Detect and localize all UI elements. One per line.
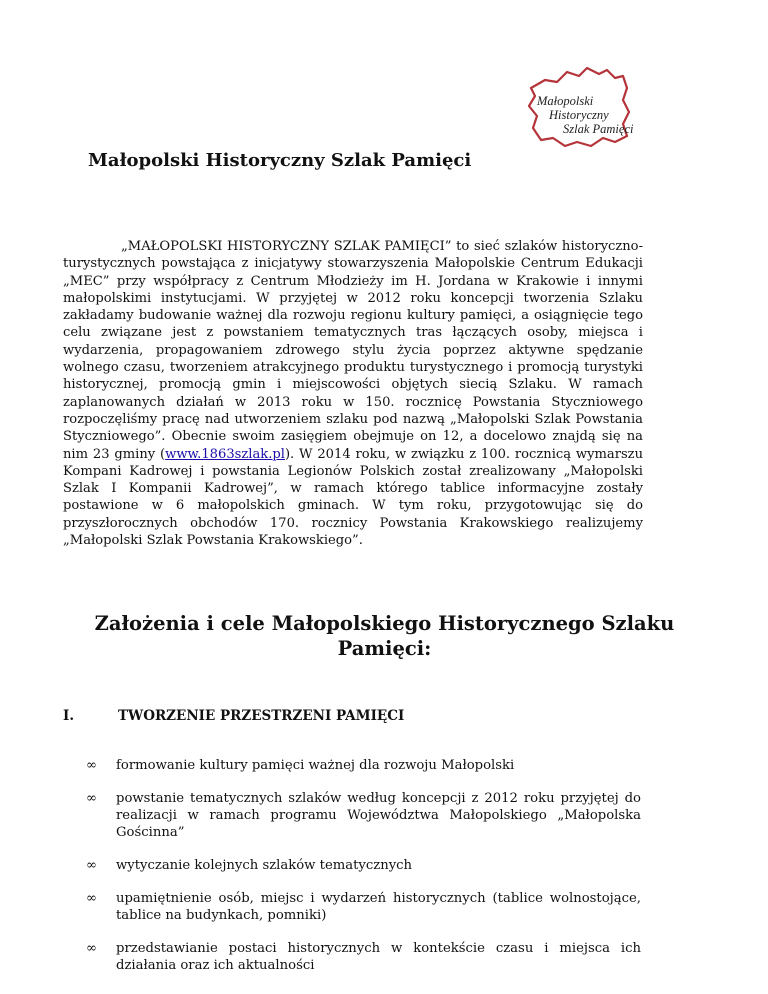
page-title: Małopolski Historyczny Szlak Pamięci: [88, 150, 472, 171]
list-item: [86, 757, 641, 774]
list-item-text: wytyczanie kolejnych szlaków tematycznych: [116, 858, 413, 873]
szlak-link[interactable]: www.1863szlak.pl: [165, 446, 285, 462]
list-item: [86, 857, 641, 874]
infinity-bullet-icon: ∞: [86, 758, 97, 773]
intro-text-2: ). W 2014 roku, w związku z 100. rocznicą wymarszu Kompani Kadrowej i powstania Legionów Polskich został zrealizowany „Małopolski Szlak I Kompanii Kadrowej”, w ramach którego tablice informacyjne zostały postawione w 6 małopolskich gminach. W tym roku, przygotowując się do przyszłorocznych obchodów 170. rocznicy Powstania Krakowskiego realizujemy „Małopolski Szlak Powstania Krakowskiego”.: [63, 446, 643, 549]
list-item-text: formowanie kultury pamięci ważnej dla rozwoju Małopolski: [116, 758, 515, 773]
intro-paragraph: [63, 238, 643, 549]
goals-list: [86, 757, 641, 974]
infinity-bullet-icon: ∞: [86, 891, 97, 906]
section-heading: Założenia i cele Małopolskiego Historycznego Szlaku Pamięci:: [94, 612, 675, 660]
logo: [527, 66, 633, 148]
infinity-bullet-icon: ∞: [86, 791, 97, 806]
infinity-bullet-icon: ∞: [86, 858, 97, 873]
list-item-text: powstanie tematycznych szlaków według koncepcji z 2012 roku przyjętej do realizacji w ramach programu Województwa Małopolskiego „Małopolska Gościnna”: [116, 791, 641, 840]
section-label: TWORZENIE PRZESTRZENI PAMIĘCI: [118, 708, 405, 724]
section-number: I.: [63, 708, 75, 724]
infinity-bullet-icon: ∞: [86, 941, 97, 956]
logo-line-1: Małopolski: [537, 94, 594, 108]
list-item: [86, 940, 641, 974]
logo-line-3: Szlak Pamięci: [563, 122, 634, 136]
logo-line-2: Historyczny: [549, 108, 609, 122]
intro-text-1: „MAŁOPOLSKI HISTORYCZNY SZLAK PAMIĘCI” to sieć szlaków historyczno-turystycznych powstająca z inicjatywy stowarzyszenia Małopolskie Centrum Edukacji „MEC” przy współpracy z Centrum Młodzieży im H. Jordana w Krakowie i innymi małopolskimi instytucjami. W przyjętej w 2012 roku koncepcji tworzenia Szlaku zakładamy budowanie ważnej dla rozwoju regionu kultury pamięci, a osiągnięcie tego celu związane jest z powstaniem tematycznych tras łączących osoby, miejsca i wydarzenia, propagowaniem zdrowego stylu życia poprzez aktywne spędzanie wolnego czasu, tworzeniem atrakcyjnego produktu turystycznego i promocją turystyki historycznej, promocją gmin i miejscowości objętych siecią Szlaku. W ramach zaplanowanych działań w 2013 roku w 150. rocznicę Powstania Styczniowego rozpoczęliśmy pracę nad utworzeniem szlaku pod nazwą „Małopolski Szlak Powstania Styczniowego”. Obecnie swoim zasięgiem obejmuje on 12, a docelowo znajdą się na nim 23 gminy (: [63, 239, 643, 462]
list-item: [86, 790, 641, 841]
section-title: [63, 708, 404, 724]
list-item-text: przedstawianie postaci historycznych w kontekście czasu i miejsca ich działania oraz ich aktualności: [116, 941, 641, 973]
list-item-text: upamiętnienie osób, miejsc i wydarzeń historycznych (tablice wolnostojące, tablice na budynkach, pomniki): [116, 891, 641, 923]
list-item: [86, 890, 641, 924]
